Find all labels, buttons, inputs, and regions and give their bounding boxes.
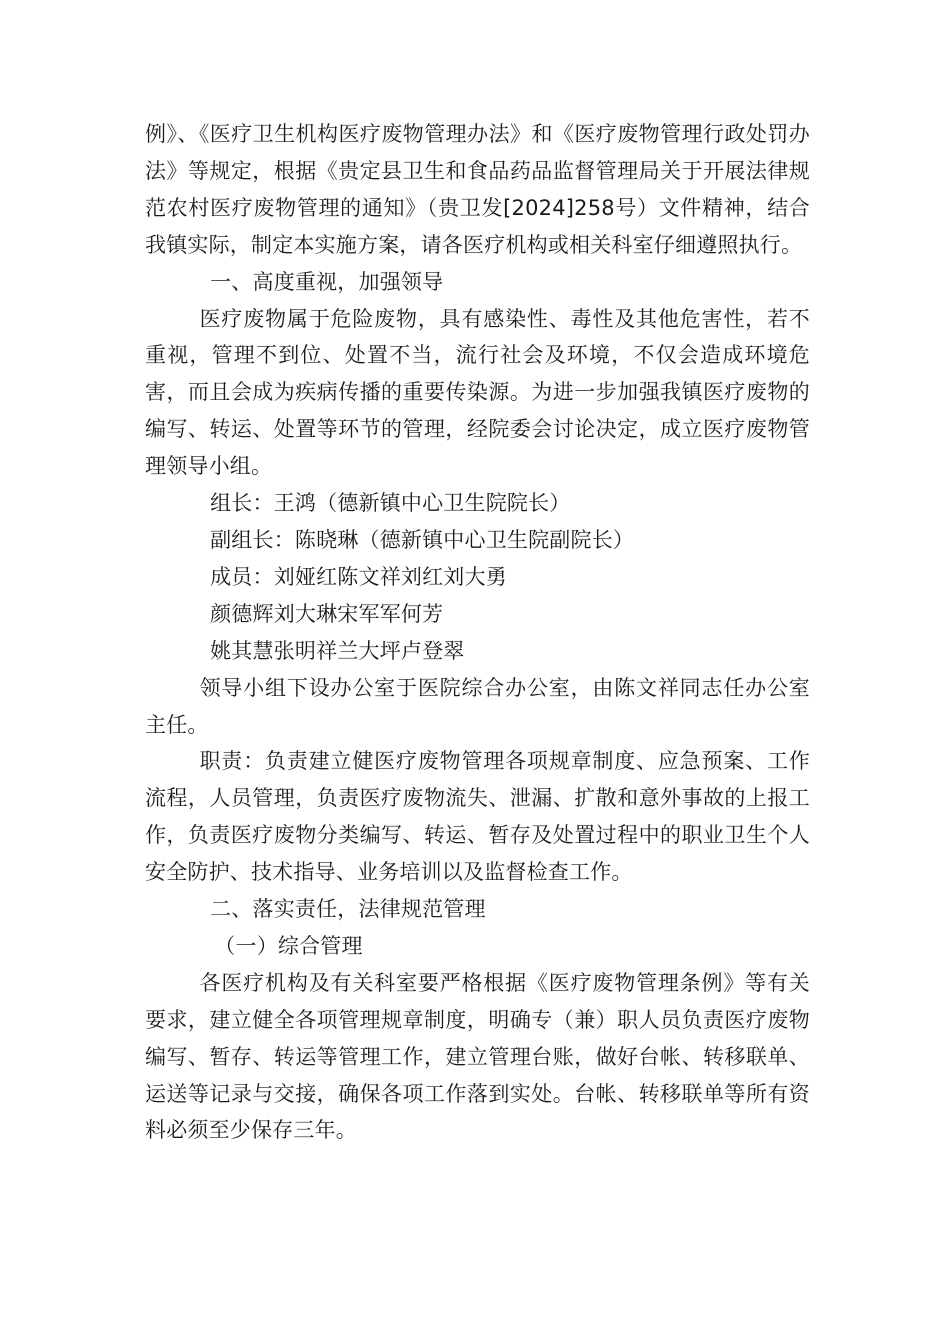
members-line-2: 颜德辉刘大琳宋军军何芳	[210, 601, 444, 626]
section-heading-1: 一、高度重视，加强领导	[210, 269, 444, 294]
deputy-leader-line: 副组长：陈晓琳（德新镇中心卫生院副院长）	[210, 527, 635, 552]
document-body	[145, 116, 810, 1149]
section-heading-2: 二、落实责任，法律规范管理	[210, 897, 486, 922]
subsection-heading-1: （一）综合管理	[214, 933, 363, 958]
members-line-1: 成员：刘娅红陈文祥刘红刘大勇	[210, 564, 507, 589]
members-line-3: 姚其慧张明祥兰大坪卢登翠	[210, 638, 465, 663]
paragraph-duties: 职责：负责建立健医疗废物管理各项规章制度、应急预案、工作流程，人员管理，负责医疗废物流失、泄漏、扩散和意外事故的上报工作，负责医疗废物分类编写、转运、暂存及处置过程中的职业卫生个人安全防护、技术指导、业务培训以及监督检查工作。	[145, 749, 810, 885]
paragraph-comprehensive-management: 各医疗机构及有关科室要严格根据《医疗废物管理条例》等有关要求，建立健全各项管理规章制度，明确专（兼）职人员负责医疗废物编写、暂存、转运等管理工作，建立管理台账，做好台帐、转移联单、运送等记录与交接，确保各项工作落到实处。台帐、转移联单等所有资料必须至少保存三年。	[145, 970, 810, 1143]
group-leader-line: 组长：王鸿（德新镇中心卫生院院长）	[210, 491, 571, 516]
paragraph-hazard-description: 医疗废物属于危险废物，具有感染性、毒性及其他危害性，若不重视，管理不到位、处置不当，流行社会及环境，不仅会造成环境危害，而且会成为疾病传播的重要传染源。为进一步加强我镇医疗废物的编写、转运、处置等环节的管理，经院委会讨论决定，成立医疗废物管理领导小组。	[145, 306, 810, 479]
paragraph-intro-continuation: 例》、《医疗卫生机构医疗废物管理办法》和《医疗废物管理行政处罚办法》等规定，根据《贵定县卫生和食品药品监督管理局关于开展法律规范农村医疗废物管理的通知》（贵卫发[2024]258号）文件精神，结合我镇实际，制定本实施方案，请各医疗机构或相关科室仔细遵照执行。	[145, 122, 810, 257]
paragraph-office: 领导小组下设办公室于医院综合办公室，由陈文祥同志任办公室主任。	[145, 675, 810, 737]
